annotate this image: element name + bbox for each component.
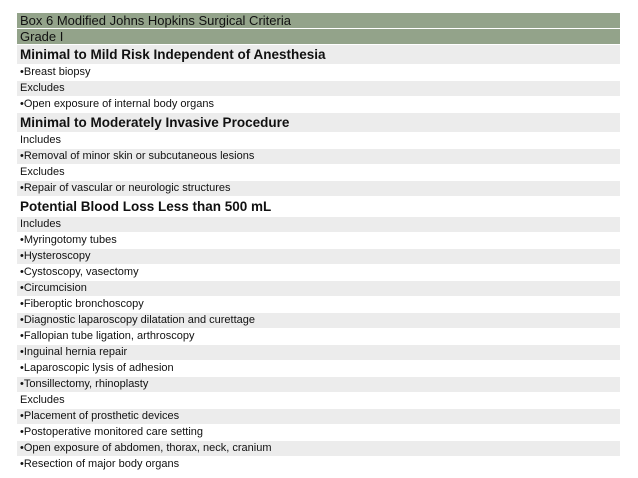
procedure-item-row xyxy=(17,457,620,473)
category-label-row xyxy=(17,81,620,97)
procedure-item-row xyxy=(17,329,620,345)
procedure-item: •Circumcision xyxy=(17,281,620,297)
box-title-row xyxy=(17,13,620,29)
procedure-item-row xyxy=(17,181,620,197)
procedure-item: •Resection of major body organs xyxy=(17,457,620,473)
category-label: Includes xyxy=(17,217,620,233)
procedure-item-row xyxy=(17,249,620,265)
category-label: Includes xyxy=(17,133,620,149)
procedure-item-row xyxy=(17,345,620,361)
procedure-item: •Repair of vascular or neurologic structures xyxy=(17,181,620,197)
procedure-item: •Open exposure of internal body organs xyxy=(17,97,620,113)
grade-label: Grade I xyxy=(17,29,620,45)
procedure-item: •Hysteroscopy xyxy=(17,249,620,265)
category-label-row xyxy=(17,165,620,181)
section-heading: Potential Blood Loss Less than 500 mL xyxy=(17,197,620,217)
procedure-item-row xyxy=(17,97,620,113)
procedure-item: •Postoperative monitored care setting xyxy=(17,425,620,441)
procedure-item-row xyxy=(17,149,620,165)
category-label-row xyxy=(17,393,620,409)
procedure-item-row xyxy=(17,377,620,393)
procedure-item-row xyxy=(17,265,620,281)
procedure-item: •Removal of minor skin or subcutaneous lesions xyxy=(17,149,620,165)
procedure-item: •Fiberoptic bronchoscopy xyxy=(17,297,620,313)
procedure-item: •Placement of prosthetic devices xyxy=(17,409,620,425)
procedure-item: •Laparoscopic lysis of adhesion xyxy=(17,361,620,377)
section-heading: Minimal to Mild Risk Independent of Anesthesia xyxy=(17,45,620,65)
procedure-item-row xyxy=(17,425,620,441)
category-label: Excludes xyxy=(17,165,620,181)
category-label-row xyxy=(17,217,620,233)
category-label: Excludes xyxy=(17,81,620,97)
criteria-table-body xyxy=(17,13,620,473)
box-title: Box 6 Modified Johns Hopkins Surgical Criteria xyxy=(17,13,620,29)
grade-row xyxy=(17,29,620,45)
procedure-item: •Breast biopsy xyxy=(17,65,620,81)
procedure-item-row xyxy=(17,409,620,425)
procedure-item-row xyxy=(17,281,620,297)
criteria-table xyxy=(17,13,620,473)
procedure-item: •Inguinal hernia repair xyxy=(17,345,620,361)
category-label: Excludes xyxy=(17,393,620,409)
procedure-item-row xyxy=(17,65,620,81)
procedure-item-row xyxy=(17,233,620,249)
category-label-row xyxy=(17,133,620,149)
procedure-item: •Tonsillectomy, rhinoplasty xyxy=(17,377,620,393)
procedure-item-row xyxy=(17,441,620,457)
procedure-item: •Cystoscopy, vasectomy xyxy=(17,265,620,281)
procedure-item-row xyxy=(17,297,620,313)
section-heading: Minimal to Moderately Invasive Procedure xyxy=(17,113,620,133)
section-heading-row xyxy=(17,45,620,65)
procedure-item: •Diagnostic laparoscopy dilatation and curettage xyxy=(17,313,620,329)
section-heading-row xyxy=(17,113,620,133)
procedure-item: •Myringotomy tubes xyxy=(17,233,620,249)
procedure-item: •Fallopian tube ligation, arthroscopy xyxy=(17,329,620,345)
procedure-item-row xyxy=(17,361,620,377)
section-heading-row xyxy=(17,197,620,217)
procedure-item: •Open exposure of abdomen, thorax, neck, cranium xyxy=(17,441,620,457)
procedure-item-row xyxy=(17,313,620,329)
